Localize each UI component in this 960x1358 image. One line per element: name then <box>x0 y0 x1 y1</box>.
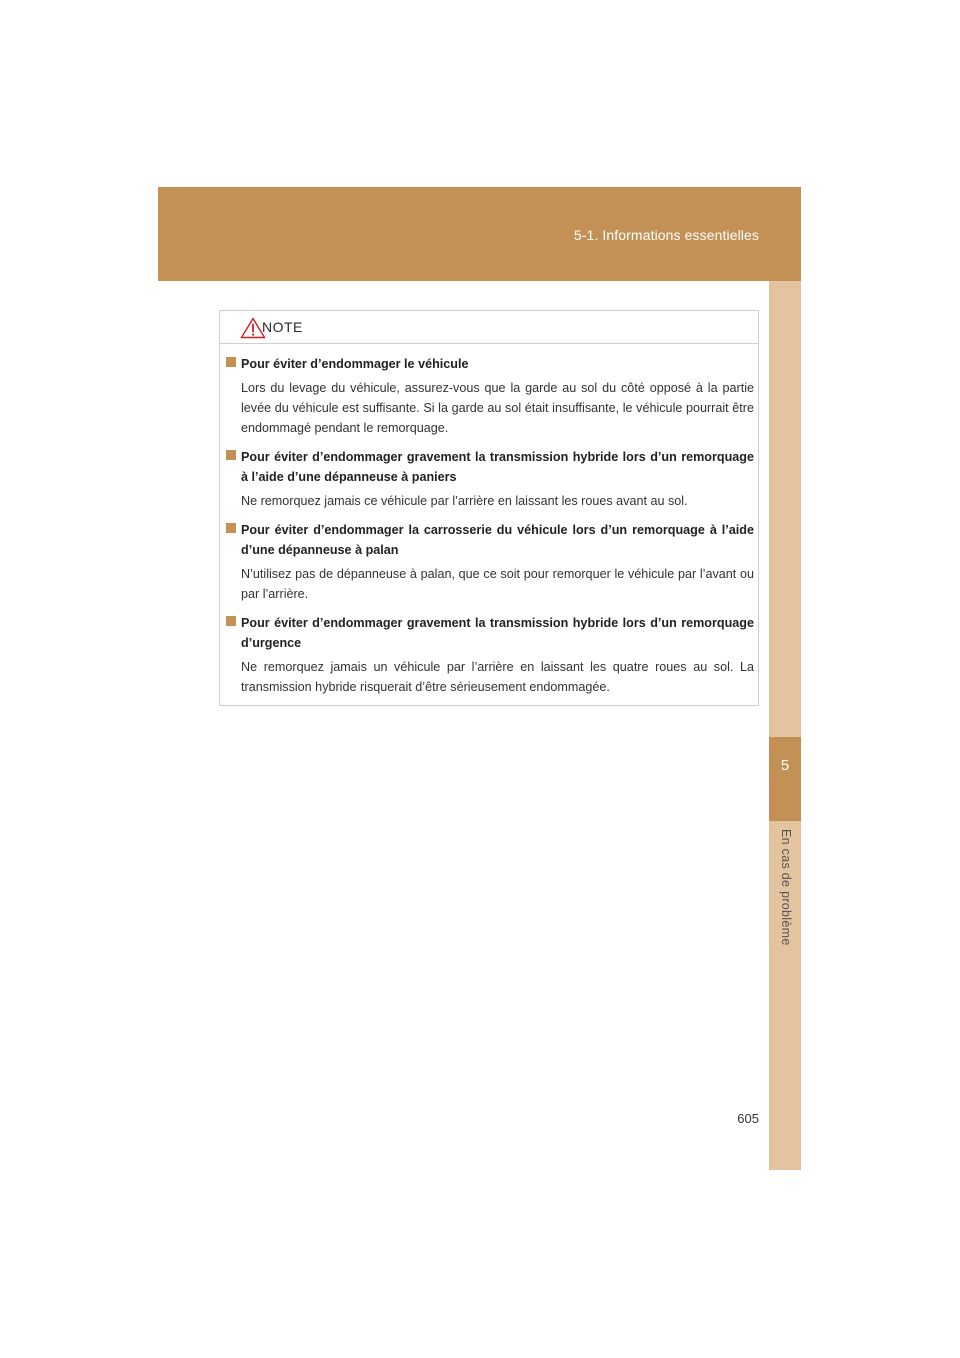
note-box <box>219 310 759 706</box>
square-bullet-icon <box>226 450 236 460</box>
square-bullet-icon <box>226 523 236 533</box>
section-header-band <box>158 187 801 281</box>
note-item-text: N’utilisez pas de dépanneuse à palan, que ce soit pour remorquer le véhicule par l’avant ou par l’arrière. <box>241 567 754 601</box>
chapter-number-block <box>769 737 801 821</box>
note-item-text: Ne remorquez jamais ce véhicule par l’arrière en laissant les roues avant au sol. <box>241 494 688 508</box>
chapter-label: En cas de problème <box>779 829 793 946</box>
note-item <box>224 520 754 604</box>
note-item <box>224 613 754 697</box>
chapter-side-tab <box>769 281 801 1170</box>
note-item-heading: Pour éviter d’endommager gravement la transmission hybride lors d’un remorquage à l’aide d’une dépanneuse à paniers <box>241 450 754 484</box>
note-item <box>224 354 754 438</box>
note-body <box>220 344 758 697</box>
note-title: NOTE <box>262 319 303 335</box>
note-item-text: Ne remorquez jamais un véhicule par l’arrière en laissant les quatre roues au sol. La transmission hybride risquerait d’être sérieusement endommagée. <box>241 660 754 694</box>
note-item-heading: Pour éviter d’endommager gravement la transmission hybride lors d’un remorquage d’urgence <box>241 616 754 650</box>
note-item <box>224 447 754 511</box>
note-header <box>220 311 758 344</box>
page-number: 605 <box>737 1111 759 1126</box>
note-item-text: Lors du levage du véhicule, assurez-vous que la garde au sol du côté opposé à la partie levée du véhicule est suffisante. Si la garde au sol était insuffisante, le véhicule pourrait être endommagé pendant le remorquage. <box>241 381 754 435</box>
chapter-number: 5 <box>780 757 790 774</box>
square-bullet-icon <box>226 357 236 367</box>
square-bullet-icon <box>226 616 236 626</box>
note-item-heading: Pour éviter d’endommager le véhicule <box>241 357 469 371</box>
note-item-heading: Pour éviter d’endommager la carrosserie du véhicule lors d’un remorquage à l’aide d’une dépanneuse à palan <box>241 523 754 557</box>
section-title: 5-1. Informations essentielles <box>573 227 759 243</box>
